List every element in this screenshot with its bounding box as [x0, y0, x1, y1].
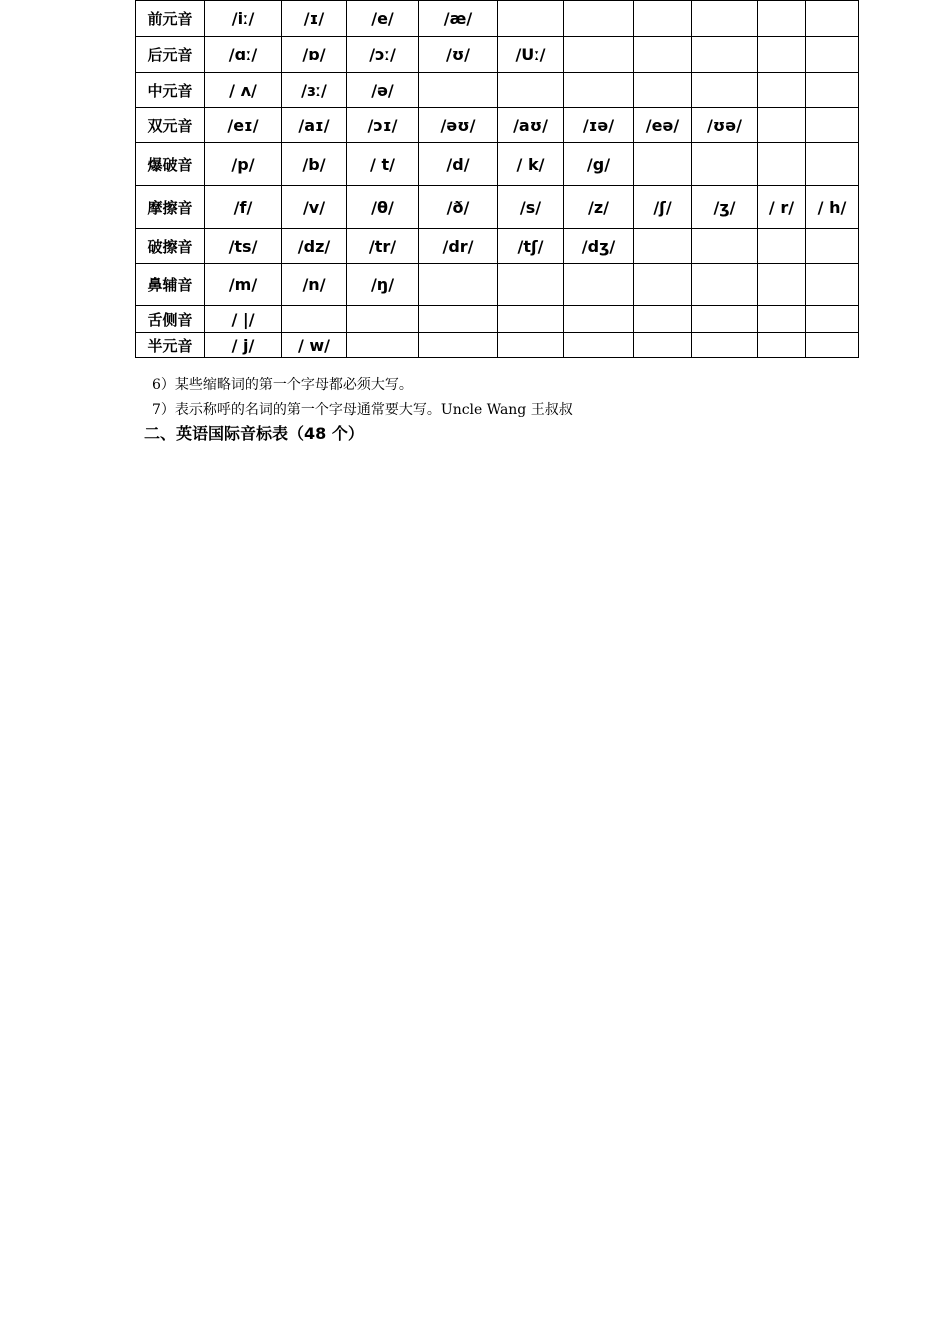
section-heading: 二、英语国际音标表（48 个） — [144, 424, 364, 443]
phonetic-symbol-cell — [692, 1, 758, 37]
phonetic-symbol-cell — [758, 108, 806, 143]
phonetic-symbol-cell — [692, 264, 758, 306]
row-label: 鼻辅音 — [136, 264, 205, 306]
phonetic-symbol-cell — [758, 229, 806, 264]
phonetic-symbol-cell: / t/ — [347, 143, 419, 186]
phonetic-symbol-cell — [758, 333, 806, 358]
table-row — [136, 37, 859, 73]
phonetic-symbol-cell: /aɪ/ — [282, 108, 347, 143]
phonetic-symbol-cell: /ʒ/ — [692, 186, 758, 229]
phonetic-symbol-cell: /d/ — [419, 143, 498, 186]
phonetic-symbol-cell: /θ/ — [347, 186, 419, 229]
phonetic-symbol-cell — [347, 306, 419, 333]
phonetic-symbol-cell — [692, 229, 758, 264]
table-row — [136, 186, 859, 229]
phonetic-symbol-cell — [498, 73, 564, 108]
phonetic-symbol-cell — [419, 73, 498, 108]
phonetic-symbol-cell: /ɪə/ — [564, 108, 634, 143]
phonetic-symbol-cell: /ɔː/ — [347, 37, 419, 73]
phonetic-symbol-cell: /e/ — [347, 1, 419, 37]
phonetic-symbol-cell: / ʌ/ — [205, 73, 282, 108]
phonetic-symbol-cell: /dʒ/ — [564, 229, 634, 264]
phonetic-symbol-cell — [806, 306, 859, 333]
phonetic-symbol-cell: /tʃ/ — [498, 229, 564, 264]
table-row — [136, 333, 859, 358]
phonetic-symbol-cell — [692, 333, 758, 358]
phonetic-symbol-cell: /ɔɪ/ — [347, 108, 419, 143]
phonetic-symbol-cell: /ɜː/ — [282, 73, 347, 108]
table-row — [136, 306, 859, 333]
row-label: 后元音 — [136, 37, 205, 73]
phonetic-symbol-cell: / r/ — [758, 186, 806, 229]
phonetic-symbol-cell — [692, 143, 758, 186]
phonetic-symbol-cell — [419, 306, 498, 333]
row-label: 破擦音 — [136, 229, 205, 264]
phonetic-symbol-cell: /ɪ/ — [282, 1, 347, 37]
phonetic-symbol-cell — [634, 229, 692, 264]
phonetic-symbol-cell — [634, 306, 692, 333]
phonetic-symbol-cell — [564, 1, 634, 37]
phonetic-symbol-cell — [564, 37, 634, 73]
phonetic-symbol-cell: /ŋ/ — [347, 264, 419, 306]
row-label: 半元音 — [136, 333, 205, 358]
phonetic-symbol-cell: /əʊ/ — [419, 108, 498, 143]
phonetic-symbol-cell: /p/ — [205, 143, 282, 186]
row-label: 中元音 — [136, 73, 205, 108]
phonetic-symbol-cell — [692, 37, 758, 73]
row-label: 双元音 — [136, 108, 205, 143]
phonetic-symbol-cell: /f/ — [205, 186, 282, 229]
table-row — [136, 73, 859, 108]
row-label: 爆破音 — [136, 143, 205, 186]
phonetic-symbol-cell: /m/ — [205, 264, 282, 306]
phonetic-symbol-cell — [806, 143, 859, 186]
phonetic-symbol-cell — [806, 37, 859, 73]
phonetic-symbol-cell — [806, 333, 859, 358]
phonetic-symbol-cell — [419, 264, 498, 306]
phonetic-symbol-cell: /aʊ/ — [498, 108, 564, 143]
phonetic-symbol-cell — [758, 37, 806, 73]
phonetic-symbol-cell — [498, 306, 564, 333]
phonetic-symbol-cell: /ə/ — [347, 73, 419, 108]
phonetic-symbol-cell — [806, 229, 859, 264]
phonetic-symbol-cell: /dr/ — [419, 229, 498, 264]
phonetic-symbol-cell: / j/ — [205, 333, 282, 358]
phonetic-symbol-cell — [419, 333, 498, 358]
phonetic-symbol-cell — [564, 73, 634, 108]
phonetic-symbol-cell — [634, 37, 692, 73]
row-label: 前元音 — [136, 1, 205, 37]
phonetic-symbol-cell: /g/ — [564, 143, 634, 186]
phonetic-symbol-cell: /ð/ — [419, 186, 498, 229]
phonetic-symbol-cell: / w/ — [282, 333, 347, 358]
phonetic-symbol-cell: /v/ — [282, 186, 347, 229]
phonetic-symbol-cell — [498, 264, 564, 306]
phonetic-symbol-cell — [692, 306, 758, 333]
phonetic-symbol-cell: / k/ — [498, 143, 564, 186]
phonetic-symbol-cell — [634, 143, 692, 186]
table-row — [136, 1, 859, 37]
phonetic-symbol-cell — [806, 108, 859, 143]
row-label: 摩擦音 — [136, 186, 205, 229]
table-row — [136, 108, 859, 143]
phonetic-symbol-cell — [806, 73, 859, 108]
phonetic-symbol-cell — [564, 306, 634, 333]
phonetic-symbol-cell: / h/ — [806, 186, 859, 229]
phonetic-symbol-cell — [634, 264, 692, 306]
phonetic-symbol-cell — [692, 73, 758, 108]
phonetic-symbol-cell: /æ/ — [419, 1, 498, 37]
phonetic-symbol-cell — [758, 143, 806, 186]
note-line-7: 7）表示称呼的名词的第一个字母通常要大写。Uncle Wang 王叔叔 — [152, 402, 573, 418]
phonetic-symbol-cell — [282, 306, 347, 333]
phonetic-symbol-cell: / |/ — [205, 306, 282, 333]
phonetic-table-body — [136, 1, 859, 358]
phonetic-symbol-cell — [564, 333, 634, 358]
table-row — [136, 143, 859, 186]
phonetic-symbol-table — [135, 0, 859, 358]
phonetic-symbol-cell — [498, 1, 564, 37]
table-row — [136, 229, 859, 264]
phonetic-symbol-cell: /ʊ/ — [419, 37, 498, 73]
phonetic-symbol-cell: /ts/ — [205, 229, 282, 264]
phonetic-symbol-cell — [758, 73, 806, 108]
phonetic-symbol-cell — [634, 333, 692, 358]
phonetic-symbol-cell: /ɑː/ — [205, 37, 282, 73]
table-row — [136, 264, 859, 306]
phonetic-symbol-cell — [564, 264, 634, 306]
phonetic-symbol-cell — [806, 1, 859, 37]
phonetic-symbol-cell: /tr/ — [347, 229, 419, 264]
phonetic-symbol-cell — [758, 264, 806, 306]
phonetic-symbol-cell — [498, 333, 564, 358]
phonetic-symbol-cell: /n/ — [282, 264, 347, 306]
phonetic-symbol-cell: /dz/ — [282, 229, 347, 264]
phonetic-symbol-cell — [758, 306, 806, 333]
phonetic-symbol-cell: /ʊə/ — [692, 108, 758, 143]
phonetic-symbol-cell — [634, 73, 692, 108]
phonetic-symbol-cell: /eɪ/ — [205, 108, 282, 143]
row-label: 舌侧音 — [136, 306, 205, 333]
phonetic-symbol-cell — [806, 264, 859, 306]
phonetic-symbol-cell: /ɒ/ — [282, 37, 347, 73]
phonetic-symbol-cell: /iː/ — [205, 1, 282, 37]
phonetic-symbol-cell: /eə/ — [634, 108, 692, 143]
phonetic-symbol-cell: /z/ — [564, 186, 634, 229]
phonetic-symbol-cell: /s/ — [498, 186, 564, 229]
phonetic-symbol-cell: /b/ — [282, 143, 347, 186]
phonetic-symbol-cell — [634, 1, 692, 37]
phonetic-symbol-cell — [758, 1, 806, 37]
phonetic-symbol-cell: /Uː/ — [498, 37, 564, 73]
phonetic-symbol-cell: /ʃ/ — [634, 186, 692, 229]
note-line-6: 6）某些缩略词的第一个字母都必须大写。 — [152, 377, 413, 393]
phonetic-symbol-cell — [347, 333, 419, 358]
